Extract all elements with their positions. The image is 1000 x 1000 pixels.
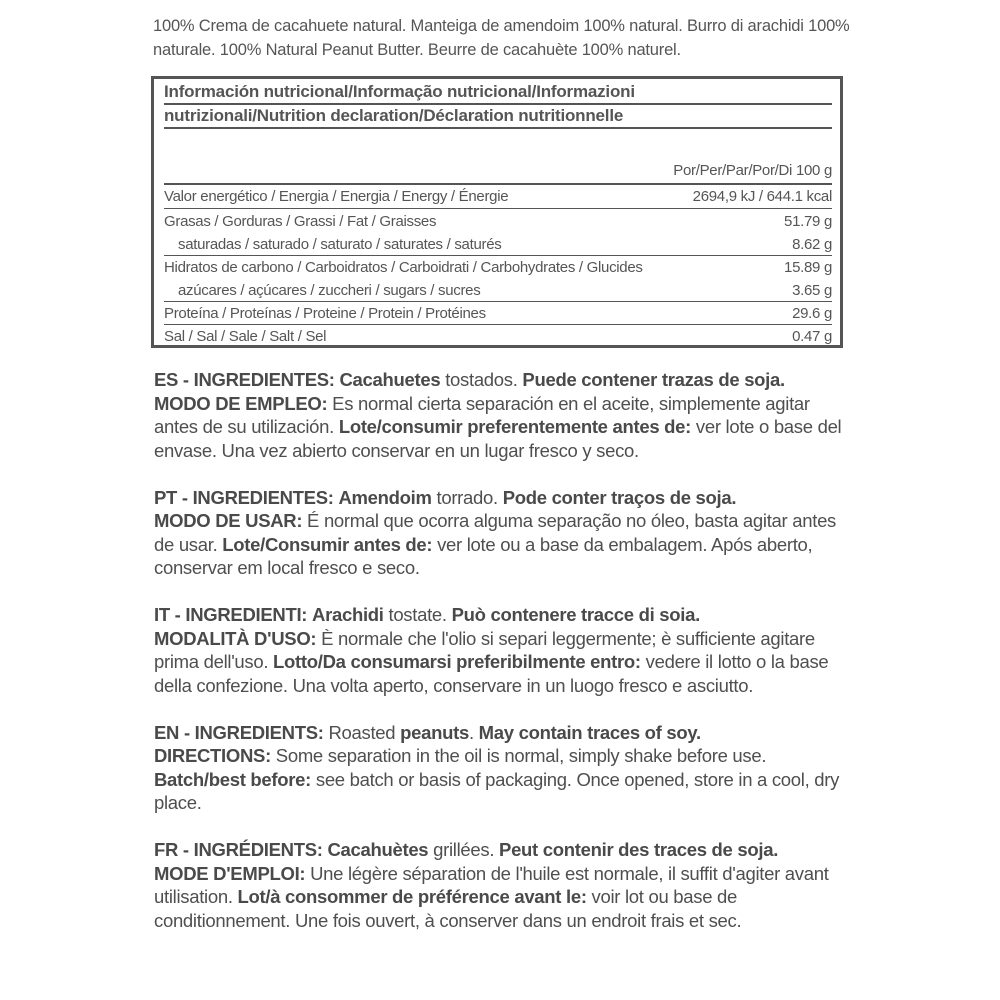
batch-text: voir lot ou base de conditionnement. Une fois ouvert, à conserver dans un endroit frais et sec.	[154, 886, 742, 931]
ingredients-label: PT - INGREDIENTES:	[154, 486, 334, 508]
section-fr	[154, 838, 854, 932]
language-sections	[154, 368, 854, 956]
nutrient-value: 8.62 g	[792, 236, 832, 253]
ingredients-label: FR - INGRÉDIENTS:	[154, 839, 323, 860]
nutrient-label: azúcares / açúcares / zuccheri / sugars / sucres	[178, 282, 481, 299]
ingredient-text: torrado.	[431, 486, 503, 508]
section-en	[154, 721, 854, 815]
nutrient-value: 2694,9 kJ / 644.1 kcal	[692, 188, 832, 205]
nutrition-row-salt	[164, 324, 832, 345]
directions-text: Une légère séparation de l'huile est normale, il suffit d'agiter avant utilisation.	[154, 862, 829, 907]
directions-label: MODO DE EMPLEO:	[154, 392, 328, 414]
allergen-warning: Può contenere tracce di soia.	[451, 604, 700, 625]
nutrition-row-energy	[164, 184, 832, 205]
nutrient-value: 15.89 g	[784, 259, 832, 276]
nutrient-label: Sal / Sal / Sale / Salt / Sel	[164, 328, 327, 345]
directions-label: MODO DE USAR:	[154, 510, 303, 531]
ingredient-text: grillées.	[428, 839, 500, 860]
nutrition-title-line2: nutrizionali/Nutrition declaration/Déclaration nutritionnelle	[164, 106, 624, 125]
nutrition-row-fat	[164, 209, 832, 230]
per-100g-header: Por/Per/Par/Por/Di 100 g	[673, 162, 832, 179]
directions-label: MODALITÀ D'USO:	[154, 627, 317, 649]
allergen-warning: Puede contener trazas de soja.	[522, 369, 785, 390]
batch-label: Lotto/Da consumarsi preferibilmente entro:	[273, 651, 641, 672]
directions-text: É normal que ocorra alguma separação no óleo, basta agitar antes de usar.	[154, 510, 837, 555]
nutrient-value: 29.6 g	[792, 305, 832, 322]
ingredient-text: Roasted	[323, 721, 401, 743]
nutrient-label: saturadas / saturado / saturato / saturates / saturés	[178, 236, 502, 253]
ingredients-label: EN - INGREDIENTS:	[154, 721, 324, 743]
ingredient-text: tostados.	[440, 369, 523, 390]
batch-text: vedere il lotto o la base della confezione. Una volta aperto, conservare in un luogo fresco e asciutto.	[154, 651, 829, 696]
allergen-warning: Peut contenir des traces de soja.	[499, 839, 779, 860]
batch-label: Lote/consumir preferentemente antes de:	[338, 416, 692, 437]
directions-text: È normale che l'olio si separi leggermente; è sufficiente agitare prima dell'uso.	[154, 627, 815, 672]
directions-label: MODE D'EMPLOI:	[154, 862, 306, 884]
directions-label: DIRECTIONS:	[154, 745, 271, 766]
allergen-warning: May contain traces of soy.	[478, 721, 701, 743]
nutrition-row-protein	[164, 301, 832, 322]
section-es	[154, 368, 854, 462]
ingredients-label: ES - INGREDIENTES:	[154, 369, 335, 390]
ingredient-highlight: peanuts	[400, 721, 469, 743]
ingredient-highlight: Amendoim	[338, 486, 432, 508]
nutrition-title	[154, 79, 840, 129]
directions-text: Some separation in the oil is normal, simply shake before use.	[270, 745, 767, 766]
directions-text: Es normal cierta separación en el aceite, simplemente agitar antes de su utilización.	[154, 392, 810, 437]
batch-label: Batch/best before:	[154, 768, 312, 790]
ingredient-highlight: Arachidi	[312, 604, 384, 625]
ingredient-text: .	[468, 721, 479, 743]
nutrient-label: Hidratos de carbono / Carboidratos / Carboidrati / Carbohydrates / Glucides	[164, 259, 643, 276]
ingredient-text: tostate.	[383, 604, 452, 625]
nutrient-value: 51.79 g	[784, 213, 832, 230]
title-underline	[164, 127, 832, 129]
batch-label: Lot/à consommer de préférence avant le:	[237, 886, 587, 907]
batch-text: see batch or basis of packaging. Once opened, store in a cool, dry place.	[154, 768, 840, 813]
nutrition-row-sugars	[164, 278, 832, 299]
batch-label: Lote/Consumir antes de:	[222, 533, 433, 555]
section-pt	[154, 486, 854, 580]
nutrient-value: 0.47 g	[792, 328, 832, 345]
product-description: 100% Crema de cacahuete natural. Manteiga de amendoim 100% natural. Burro di arachidi 100% naturale. 100% Natural Peanut Butter. Beurre de cacahuète 100% naturel.	[153, 17, 850, 59]
batch-text: ver lote ou a base da embalagem. Após aberto, conservar em local fresco e seco.	[154, 533, 813, 578]
nutrient-value: 3.65 g	[792, 282, 832, 299]
nutrient-label: Valor energético / Energia / Energia / Energy / Énergie	[164, 188, 509, 205]
nutrient-label: Proteína / Proteínas / Proteine / Protein / Protéines	[164, 305, 486, 322]
nutrition-row-carbohydrates	[164, 255, 832, 276]
section-it	[154, 603, 854, 697]
ingredient-highlight: Cacahuetes	[339, 369, 441, 390]
allergen-warning: Pode conter traços de soja.	[502, 486, 737, 508]
ingredient-highlight: Cacahuètes	[327, 839, 429, 860]
nutrition-row-saturates	[164, 232, 832, 253]
batch-text: ver lote o base del envase. Una vez abierto conservar en un lugar fresco y seco.	[154, 416, 842, 461]
nutrition-table	[151, 76, 843, 348]
nutrition-title-line1: Información nutricional/Informação nutricional/Informazioni	[164, 82, 635, 101]
nutrient-label: Grasas / Gorduras / Grassi / Fat / Graisses	[164, 213, 437, 230]
ingredients-label: IT - INGREDIENTI:	[154, 604, 308, 625]
